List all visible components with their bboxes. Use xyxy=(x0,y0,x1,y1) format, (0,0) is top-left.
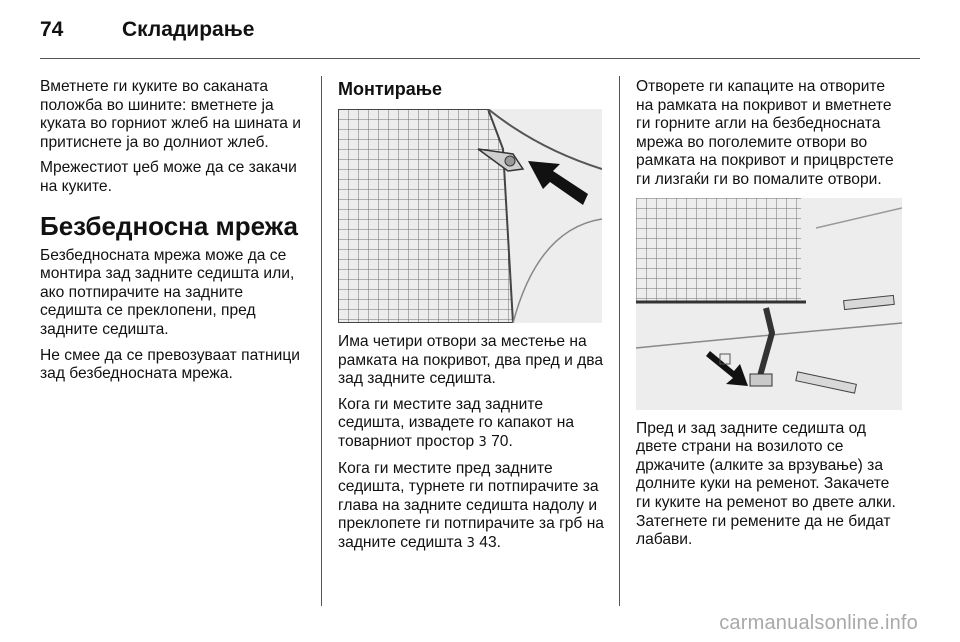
paragraph-net-pocket: Мрежестиот џеб може да се закачи на куките. xyxy=(40,159,297,195)
paragraph-front-seats: Кога ги местите пред задните седишта, турнете ги потпирачите за глава на задните седишта надолу и преклопете ги потпирачите за грб на задните седишта 3 43. xyxy=(338,459,604,551)
page-ref-70[interactable]: 70. xyxy=(491,432,513,450)
paragraph-strap-anchors: Пред и зад задните седишта од двете страни на возилото се држачите (алките за врзување) за долните куки на ременот. Закачете ги куките на ременот во двете алки. Затегнете ги ремените да не бидат лабави. xyxy=(636,419,896,549)
column-2 xyxy=(338,78,606,561)
page-title: Складирање xyxy=(122,18,255,41)
section-heading-safety-net: Безбедносна мрежа xyxy=(40,210,298,241)
paragraph-hooks-insert: Вметнете ги куките во саканата положба во шините: вметнете ја куката во горниот жлеб на шината и притиснете ја во долниот жлеб. xyxy=(40,78,301,151)
paragraph-open-covers: Отворете ги капаците на отворите на рамката на покривот и вметнете ги горните агли на безбедносната мрежа во поголемите отвори во рамката на покривот и прицврстете ги лизгаќи ги во помалите отвори. xyxy=(636,78,894,188)
page-number: 74 xyxy=(40,18,64,41)
column-divider-left xyxy=(321,76,322,606)
paragraph-no-passengers: Не смее да се превозуваат патници зад безбедносната мрежа. xyxy=(40,346,300,383)
paragraph-net-mounting: Безбедносната мрежа може да се монтира зад задните седишта или, ако потпирачите на задните седишта се преклопени, пред задните седишта. xyxy=(40,246,295,338)
page-ref-43[interactable]: 43. xyxy=(479,533,501,551)
cross-reference-icon: 3 xyxy=(478,434,487,450)
cross-reference-icon: 3 xyxy=(466,535,475,551)
illustration-net-roof-mount xyxy=(338,109,602,323)
column-1 xyxy=(40,78,308,391)
illustration-net-strap-anchor xyxy=(636,198,902,410)
header-divider xyxy=(40,58,920,59)
column-divider-right xyxy=(619,76,620,606)
paragraph-behind-seats: Кога ги местите зад задните седишта, извадете го капакот на товарниот простор 3 70. xyxy=(338,395,575,450)
subsection-heading-mounting: Монтирање xyxy=(338,79,443,99)
watermark-text: carmanualsonline.info xyxy=(719,612,918,634)
paragraph-four-openings: Има четири отвори за местење на рамката на покривот, два пред и два зад задните седишта. xyxy=(338,333,604,388)
column-3 xyxy=(636,78,904,557)
